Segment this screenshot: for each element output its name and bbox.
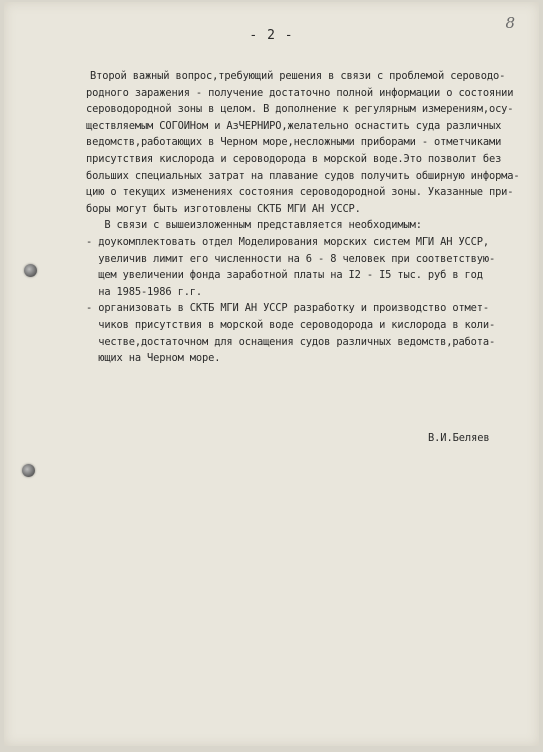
text-line: больших специальных затрат на плавание судов получить обширную информа-: [86, 169, 520, 182]
text-line: присутствия кислорода и сероводорода в морской воде.Это позволит без: [86, 152, 502, 165]
text-line: чиков присутствия в морской воде сероводорода и кислорода в коли-: [86, 318, 496, 331]
text-line: щем увеличении фонда заработной платы на I2 - I5 тыс. руб в год: [86, 269, 483, 282]
text-line: боры могут быть изготовлены СКТБ МГИ АН УССР.: [86, 202, 361, 215]
text-line: - доукомплектовать отдел Моделирования морских систем МГИ АН УССР,: [86, 235, 489, 248]
text-line: родного заражения - получение достаточно полной информации о состоянии: [86, 86, 514, 99]
body-text: [86, 68, 526, 367]
text-line: В связи с вышеизложенным представляется необходимым:: [86, 219, 422, 232]
text-line: сероводородной зоны в целом. В дополнение к регулярным измерениям,осу-: [86, 103, 514, 116]
text-line: увеличив лимит его численности на 6 - 8 человек при соответствую-: [86, 252, 496, 265]
text-line: - организовать в СКТБ МГИ АН УССР разработку и производство отмет-: [86, 302, 489, 315]
text-line: ведомств,работающих в Черном море,несложными приборами - отметчиками: [86, 136, 502, 149]
text-line: честве,достаточном для оснащения судов различных ведомств,работа-: [86, 335, 496, 348]
punch-hole-icon: [24, 264, 37, 277]
folio-number: 8: [505, 14, 515, 32]
text-line: ществляемым СОГОИНом и АзЧЕРНИРО,желательно оснастить суда различных: [86, 119, 502, 132]
document-page: [4, 2, 539, 746]
text-line: на 1985-1986 г.г.: [86, 285, 203, 298]
text-line: цию о текущих изменениях состояния сероводородной зоны. Указанные при-: [86, 186, 514, 199]
signature-name: В.И.Беляев: [428, 432, 490, 444]
text-line: ющих на Черном море.: [86, 352, 221, 365]
page-number: - 2 -: [249, 28, 294, 43]
text-line: Второй важный вопрос,требующий решения в связи с проблемой сероводо-: [90, 70, 506, 82]
punch-hole-icon: [22, 464, 35, 477]
